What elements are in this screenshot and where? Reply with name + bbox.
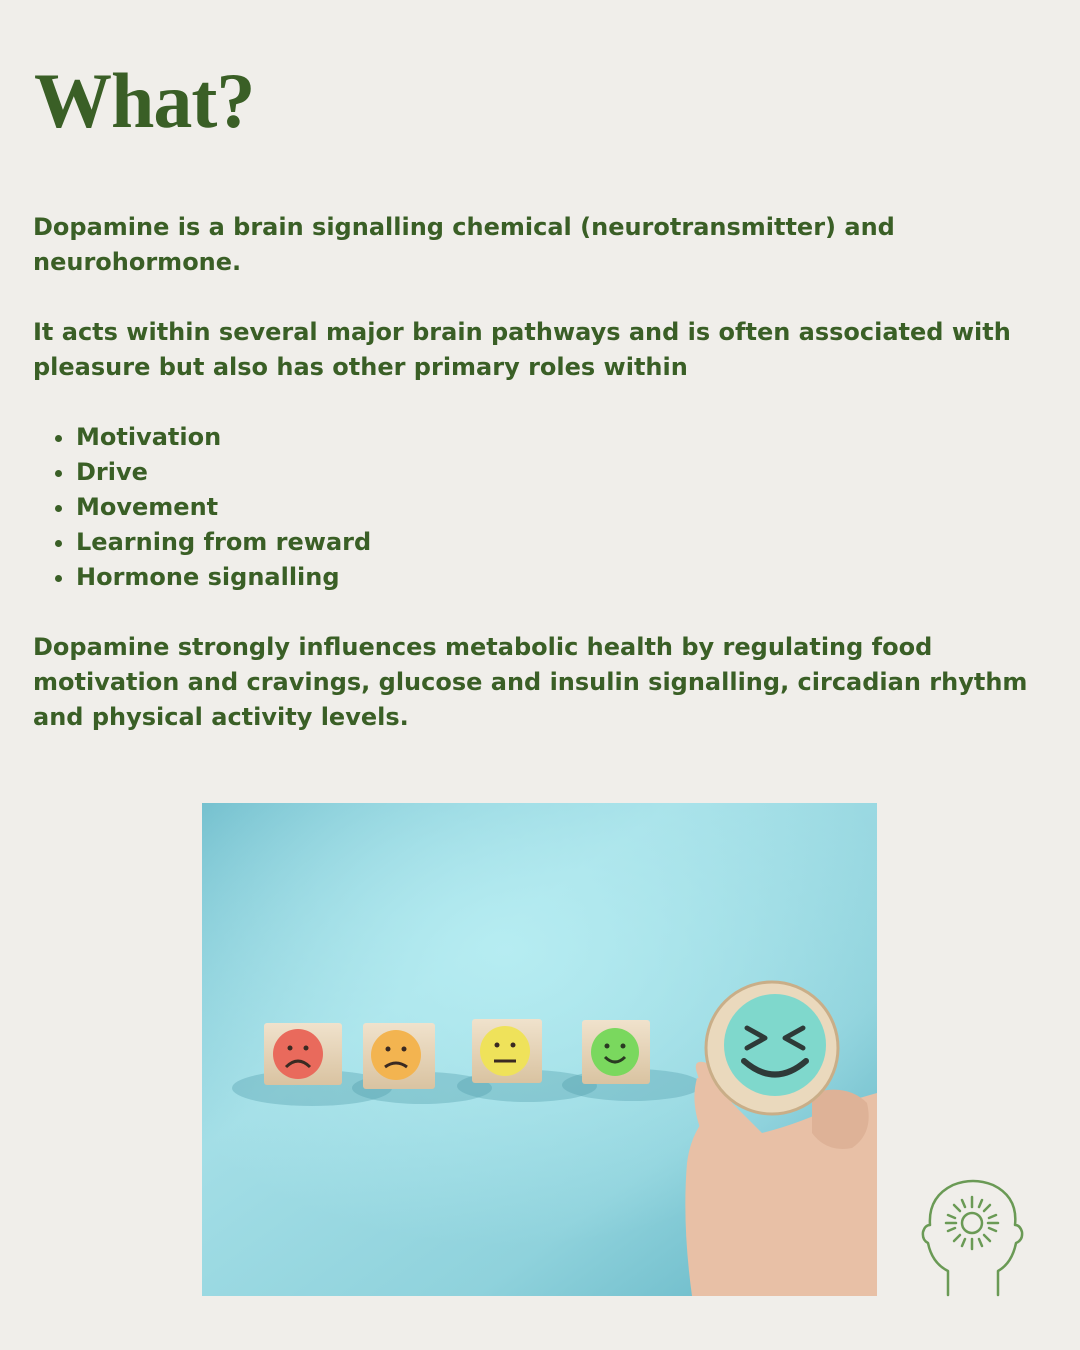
laughing-face-disc [706,982,838,1114]
list-item: • Motivation [76,420,371,455]
worried-face-block [363,1023,435,1089]
list-item: • Movement [76,490,371,525]
roles-list [33,420,371,595]
sad-face-block [264,1023,342,1085]
smile-face-block [582,1020,650,1084]
head-with-sun-icon [918,1175,1026,1300]
metabolic-paragraph: Dopamine strongly influences metabolic health by regulating food motivation and cravings, glucose and insulin signalling, circadian rhythm and physical activity levels. [33,633,1028,731]
list-item: • Hormone signalling [76,560,371,595]
page-title: What? [34,57,255,144]
list-item: • Learning from reward [76,525,371,560]
intro-paragraph: Dopamine is a brain signalling chemical (neurotransmitter) and neurohormone. [33,213,895,276]
emotion-blocks-photo [202,803,877,1296]
neutral-face-block [472,1019,542,1083]
list-item: • Drive [76,455,371,490]
pathways-paragraph: It acts within several major brain pathways and is often associated with pleasure but also has other primary roles within [33,318,1011,381]
